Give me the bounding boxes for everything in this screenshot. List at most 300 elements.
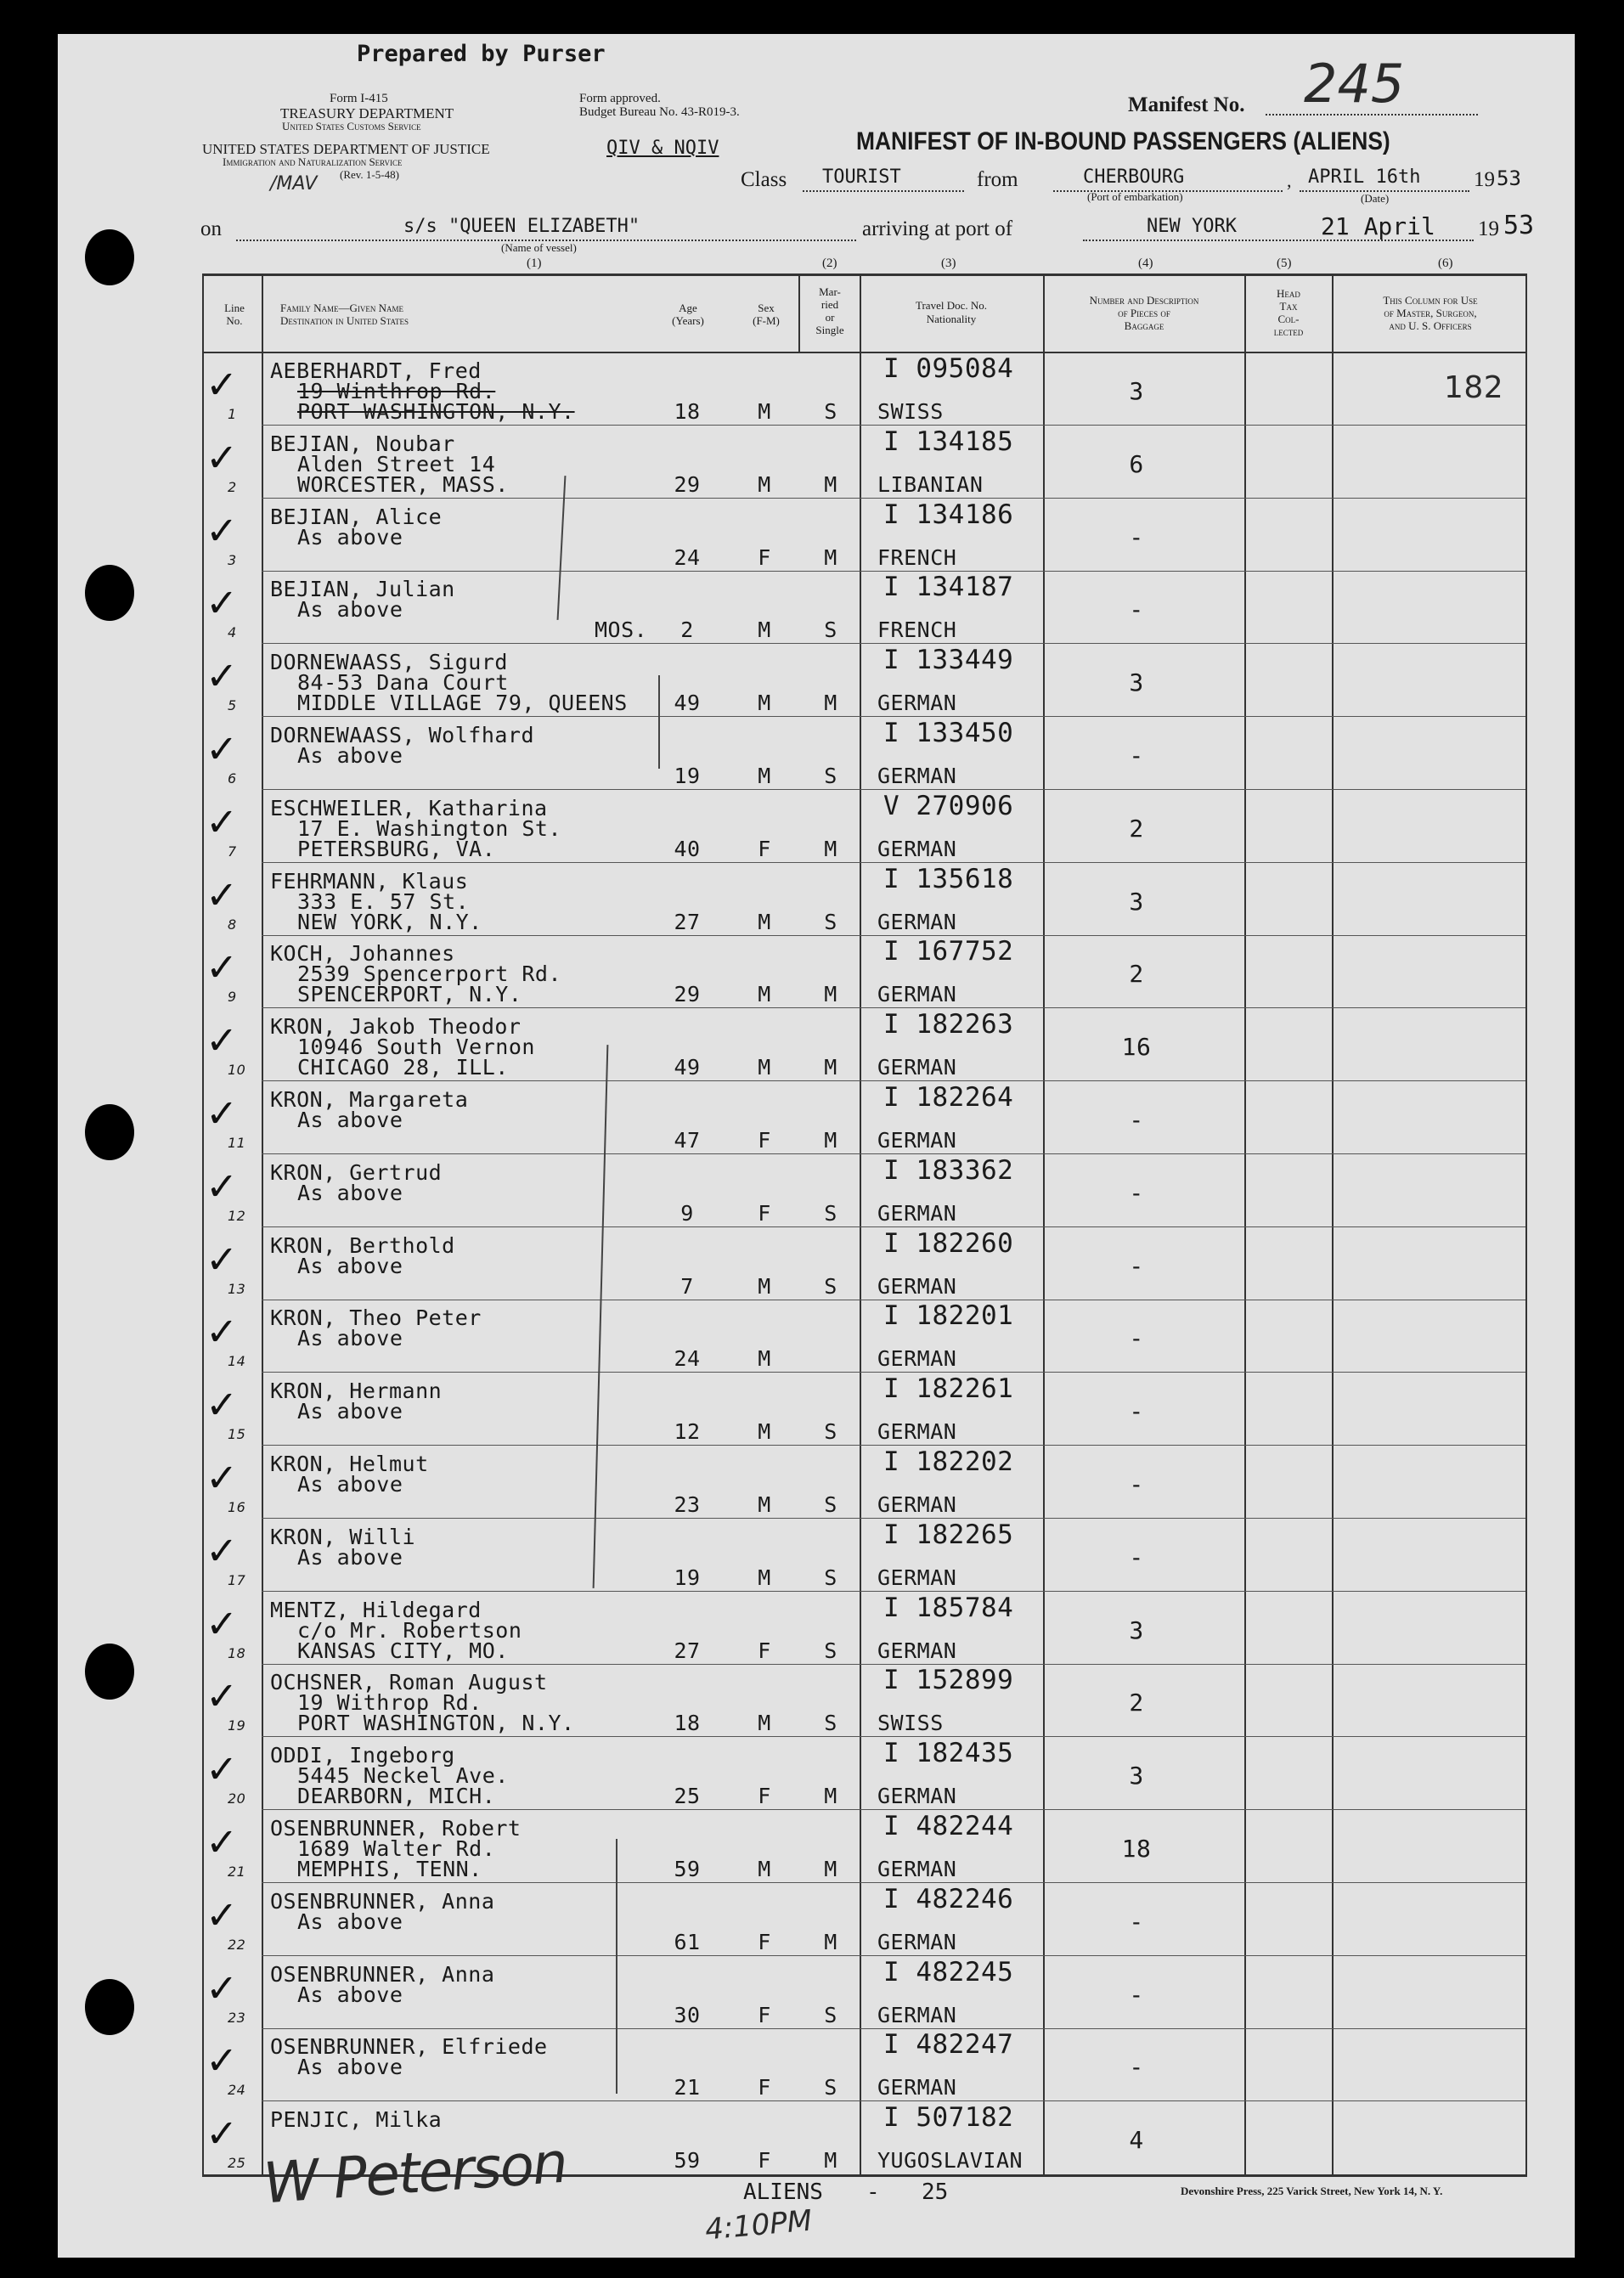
passenger-name: KRON, Margareta [270,1087,469,1112]
travel-doc-no: I 182260 [883,1228,1014,1259]
table-row [0,572,1624,645]
baggage-count: 6 [1129,450,1144,478]
passenger-address-line2: WORCESTER, MASS. [297,472,509,497]
age: 9 [680,1201,694,1226]
age: 61 [674,1930,701,1954]
passenger-name: OSENBRUNNER, Elfriede [270,2034,548,2059]
nationality: GERMAN [877,1346,957,1371]
line-number: 14 [228,1353,246,1369]
check-mark: ✓ [208,723,235,774]
row-divider [262,1007,1525,1008]
baggage-count: - [1129,523,1144,551]
table-row [0,1300,1624,1373]
nationality: GERMAN [877,1565,957,1590]
treasury-label: TREASURY DEPARTMENT [280,105,454,121]
age: 29 [674,982,701,1006]
baggage-count: 2 [1129,960,1144,988]
baggage-count: - [1129,741,1144,770]
aliens-count: 25 [922,2179,949,2205]
row-divider [262,1445,1525,1446]
baggage-count: - [1129,1179,1144,1207]
check-mark: ✓ [208,2107,235,2158]
check-mark: ✓ [208,358,235,409]
check-mark: ✓ [208,577,235,628]
passenger-name: KRON, Jakob Theodor [270,1014,522,1039]
marital-status: S [824,2075,837,2100]
nationality: GERMAN [877,910,957,934]
sex: M [758,1346,771,1371]
nationality: YUGOSLAVIAN [877,2148,1023,2173]
passenger-address-line2: DEARBORN, MICH. [297,1784,496,1808]
bracket-mark [616,1839,617,2094]
nationality: GERMAN [877,691,957,715]
passenger-address-line1: As above [297,2055,403,2079]
age: 19 [674,764,701,788]
marital-status: M [824,2148,837,2173]
sex: M [758,1565,771,1590]
sex: M [758,691,771,715]
baggage-count: - [1129,1470,1144,1498]
marital-status: S [824,1638,837,1663]
passenger-address-line1: 17 E. Washington St. [297,816,562,841]
year-value: 53 [1497,166,1521,190]
sex: M [758,1055,771,1080]
check-mark: ✓ [208,1452,235,1503]
baggage-count: - [1129,1397,1144,1425]
line-number: 23 [228,2010,246,2026]
marital-status: S [824,764,837,788]
age: 47 [674,1128,701,1153]
header-travel-doc: Travel Doc. No. Nationality [915,299,987,325]
nationality: GERMAN [877,2075,957,2100]
passenger-name: OSENBRUNNER, Anna [270,1889,495,1914]
header-married: Mar- ried or Single [815,285,844,336]
age: 24 [674,545,701,570]
passenger-address-line1: Alden Street 14 [297,452,496,476]
nationality: LIBANIAN [877,472,984,497]
vessel-caption: (Name of vessel) [501,241,577,254]
sex: M [758,1711,771,1735]
marital-status: S [824,1565,837,1590]
passenger-address-line2: PORT WASHINGTON, N.Y. [297,399,575,424]
sex: F [758,2148,771,2173]
sex: F [758,1784,771,1808]
nationality: GERMAN [877,764,957,788]
class-value: TOURIST [822,166,901,188]
passenger-name: KRON, Hermann [270,1379,443,1403]
age: 59 [674,1857,701,1881]
passenger-address-line1: 19 Withrop Rd. [297,1690,482,1715]
check-mark: ✓ [208,796,235,847]
age: 29 [674,472,701,497]
sex: F [758,1638,771,1663]
passenger-address-line2: MEMPHIS, TENN. [297,1857,482,1881]
table-row [0,1520,1624,1593]
header-age: Age (Years) [672,302,704,327]
check-mark: ✓ [208,431,235,482]
nationality: GERMAN [877,1055,957,1080]
age: 7 [680,1274,694,1299]
nationality: GERMAN [877,1930,957,1954]
passenger-name: KRON, Berthold [270,1233,455,1258]
age: 18 [674,1711,701,1735]
passenger-name: OCHSNER, Roman August [270,1670,548,1694]
header-officers: This Column for Use of Master, Surgeon, and U. S. Officers [1383,294,1478,332]
table-row [0,1665,1624,1738]
marital-status: M [824,1128,837,1153]
travel-doc-no: I 182265 [883,1520,1014,1550]
arriving-label: arriving at port of [862,217,1013,240]
passenger-name: BEJIAN, Alice [270,505,443,529]
passenger-address-line1: 1689 Walter Rd. [297,1836,496,1861]
marital-status: S [824,399,837,424]
passenger-name: OSENBRUNNER, Anna [270,1962,495,1987]
passenger-address-line2: SPENCERPORT, N.Y. [297,982,522,1006]
passenger-name: AEBERHARDT, Fred [270,358,482,383]
marital-status: S [824,1201,837,1226]
passenger-address-line1: As above [297,597,403,622]
arrival-time: 4:10PM [703,2203,814,2247]
baggage-count: 16 [1121,1033,1152,1061]
table-row [0,936,1624,1009]
passenger-address-line2: NEW YORK, N.Y. [297,910,482,934]
nationality: FRENCH [877,617,957,642]
nationality: GERMAN [877,1857,957,1881]
baggage-count: - [1129,1252,1144,1280]
sex: M [758,472,771,497]
table-row [0,1957,1624,2030]
baggage-count: - [1129,1106,1144,1134]
marital-status: S [824,1492,837,1517]
header-name: Family Name—Given Name Destination in United States [280,302,409,327]
passenger-name: BEJIAN, Julian [270,577,455,601]
line-number: 24 [228,2082,246,2098]
date-caption: (Date) [1361,192,1390,205]
customs-label: United States Customs Service [282,120,421,133]
purser-signature: W Peterson [261,2129,569,2217]
line-number: 5 [228,697,237,713]
sex: M [758,617,771,642]
marital-status: S [824,2003,837,2027]
sex: F [758,545,771,570]
table-row [0,1446,1624,1520]
line-number: 16 [228,1499,246,1515]
marital-status: S [824,617,837,642]
col-number: (1) [527,257,542,270]
passenger-address-line2: KANSAS CITY, MO. [297,1638,509,1663]
baggage-count: - [1129,1543,1144,1571]
age: 21 [674,2075,701,2100]
form-approved: Form approved. [579,92,661,105]
bracket-mark [658,675,660,769]
manifest-title: MANIFEST OF IN-BOUND PASSENGERS (ALIENS) [856,127,1390,155]
passenger-name: BEJIAN, Noubar [270,431,455,456]
line-number: 8 [228,916,237,933]
from-value: CHERBOURG [1083,166,1185,188]
line-number: 20 [228,1790,246,1807]
line-number: 9 [228,989,237,1005]
table-row [0,499,1624,572]
age: 49 [674,1055,701,1080]
travel-doc-no: I 482246 [883,1884,1014,1914]
travel-doc-no: I 167752 [883,936,1014,967]
nationality: GERMAN [877,1128,957,1153]
check-mark: ✓ [208,650,235,701]
rev-label: (Rev. 1-5-48) [340,168,399,181]
nationality: SWISS [877,399,944,424]
travel-doc-no: I 482247 [883,2029,1014,2060]
row-divider [262,1226,1525,1227]
passenger-name: ESCHWEILER, Katharina [270,796,548,820]
passenger-address-line2: PETERSBURG, VA. [297,837,496,861]
baggage-count: 4 [1129,2126,1144,2154]
table-row [0,353,1624,426]
check-mark: ✓ [208,505,235,555]
marital-status: S [824,1711,837,1735]
age: 59 [674,2148,701,2173]
date-value: APRIL 16th [1308,166,1421,188]
header-head-tax: Head Tax Col- lected [1273,287,1304,338]
age: 2 [680,617,694,642]
travel-doc-no: I 133449 [883,645,1014,675]
passenger-name: KOCH, Johannes [270,941,455,966]
ins-label: Immigration and Naturalization Service [223,155,403,168]
nationality: GERMAN [877,837,957,861]
officer-notation: 182 [1444,370,1504,405]
marital-status: S [824,1419,837,1444]
col-number: (6) [1438,257,1453,270]
check-mark: ✓ [208,1087,235,1138]
line-number: 17 [228,1572,246,1588]
line-number: 6 [228,770,237,787]
line-number: 1 [228,406,237,422]
age-unit: MOS. [595,617,648,642]
age: 25 [674,1784,701,1808]
visa-type: QIV & NQIV [606,138,719,159]
sex: F [758,2003,771,2027]
baggage-count: 18 [1121,1835,1152,1863]
passenger-name: DORNEWAASS, Wolfhard [270,723,535,747]
check-mark: ✓ [208,1598,235,1649]
passenger-address-line1: As above [297,1909,403,1934]
manifest-no-value: 245 [1304,53,1405,115]
table-row [0,1884,1624,1957]
marital-status: M [824,545,837,570]
age: 27 [674,1638,701,1663]
passenger-name: KRON, Gertrud [270,1160,443,1185]
table-row [0,864,1624,937]
sex: M [758,764,771,788]
passenger-address-line2: CHICAGO 28, ILL. [297,1055,509,1080]
travel-doc-no: I 133450 [883,718,1014,748]
passenger-address-line1: 10946 South Vernon [297,1035,535,1059]
sex: F [758,837,771,861]
passenger-address-line1: As above [297,1108,403,1132]
baggage-count: - [1129,595,1144,623]
mav-initials: /MAV [270,173,318,195]
travel-doc-no: I 182435 [883,1738,1014,1768]
row-divider [262,862,1525,863]
sex: M [758,399,771,424]
passenger-address-line1: 19 Winthrop Rd. [297,379,496,403]
table-row [0,1228,1624,1301]
nationality: GERMAN [877,1638,957,1663]
line-number: 21 [228,1864,246,1880]
justice-label: UNITED STATES DEPARTMENT OF JUSTICE [202,141,490,157]
budget-bureau: Budget Bureau No. 43-R019-3. [579,105,740,119]
table-row [0,1811,1624,1884]
header-line-no: Line No. [224,302,245,327]
from-label: from [977,168,1018,191]
passenger-address-line1: 333 E. 57 St. [297,889,470,914]
row-divider [262,1955,1525,1956]
check-mark: ✓ [208,1962,235,2013]
age: 18 [674,399,701,424]
line-number: 15 [228,1426,246,1442]
arrival-year-prefix: 19 [1478,217,1499,240]
age: 30 [674,2003,701,2027]
marital-status: M [824,1857,837,1881]
line-number: 4 [228,624,237,640]
row-divider [262,643,1525,644]
age: 49 [674,691,701,715]
table-row [0,426,1624,499]
header-sex: Sex (F-M) [753,302,780,327]
travel-doc-no: I 507182 [883,2102,1014,2133]
line-number: 3 [228,552,237,568]
sex: M [758,1857,771,1881]
check-mark: ✓ [208,869,235,920]
row-divider [262,789,1525,790]
age: 40 [674,837,701,861]
line-number: 12 [228,1208,246,1224]
manifest-no-label: Manifest No. [1128,93,1245,116]
baggage-count: 3 [1129,377,1144,405]
marital-status: S [824,910,837,934]
baggage-count: - [1129,2053,1144,2081]
marital-status: M [824,1055,837,1080]
passenger-name: FEHRMANN, Klaus [270,869,469,894]
passenger-name: PENJIC, Milka [270,2107,443,2132]
line-number: 22 [228,1937,246,1953]
marital-status: M [824,837,837,861]
travel-doc-no: I 182202 [883,1446,1014,1477]
line-number: 13 [228,1281,246,1297]
baggage-count: 3 [1129,1762,1144,1790]
baggage-count: 2 [1129,815,1144,843]
travel-doc-no: I 182261 [883,1373,1014,1404]
baggage-count: 2 [1129,1689,1144,1717]
check-mark: ✓ [208,1525,235,1576]
row-divider [262,1591,1525,1592]
row-divider [262,1153,1525,1154]
passenger-name: OSENBRUNNER, Robert [270,1816,522,1841]
vessel-name: s/s "QUEEN ELIZABETH" [403,216,640,237]
nationality: SWISS [877,1711,944,1735]
col-divider [798,273,800,352]
port-embark-caption: (Port of embarkation) [1087,190,1183,203]
table-row [0,1373,1624,1446]
sex: M [758,982,771,1006]
table-row [0,718,1624,791]
passenger-name: ODDI, Ingeborg [270,1743,455,1768]
passenger-address-line1: 84-53 Dana Court [297,670,509,695]
nationality: GERMAN [877,1784,957,1808]
sex: M [758,1492,771,1517]
baggage-count: 3 [1129,668,1144,696]
marital-status: M [824,1930,837,1954]
marital-status: M [824,691,837,715]
line-number: 2 [228,479,237,495]
year-prefix: 19 [1474,168,1495,191]
table-row [0,1738,1624,1811]
nationality: GERMAN [877,2003,957,2027]
passenger-address-line2: MIDDLE VILLAGE 79, QUEENS [297,691,628,715]
travel-doc-no: I 134187 [883,572,1014,602]
col-number: (3) [941,257,956,270]
line-number: 10 [228,1062,246,1078]
line-number: 19 [228,1717,246,1734]
travel-doc-no: I 134186 [883,499,1014,530]
age: 23 [674,1492,701,1517]
age: 12 [674,1419,701,1444]
sex: F [758,1128,771,1153]
travel-doc-no: I 135618 [883,864,1014,894]
line-number: 7 [228,843,237,860]
passenger-address-line1: As above [297,1472,403,1497]
baggage-count: - [1129,1324,1144,1352]
passenger-name: MENTZ, Hildegard [270,1598,482,1622]
table-row [0,1082,1624,1155]
line-number: 11 [228,1135,246,1151]
table-row [0,2102,1624,2175]
baggage-count: - [1129,1908,1144,1936]
passenger-address-line1: As above [297,1254,403,1278]
check-mark: ✓ [208,1233,235,1284]
marital-status: S [824,1274,837,1299]
travel-doc-no: I 185784 [883,1593,1014,1623]
passenger-address-line2: PORT WASHINGTON, N.Y. [297,1711,575,1735]
row-divider [262,498,1525,499]
nationality: GERMAN [877,982,957,1006]
age: 19 [674,1565,701,1590]
col-number: (2) [822,257,837,270]
binder-hole [85,229,134,285]
table-row [0,2029,1624,2102]
sex: F [758,1201,771,1226]
check-mark: ✓ [208,1670,235,1721]
passenger-address-line1: As above [297,1399,403,1424]
travel-doc-no: I 482244 [883,1811,1014,1841]
check-mark: ✓ [208,1889,235,1940]
check-mark: ✓ [208,1160,235,1211]
passenger-address-line1: 2539 Spencerport Rd. [297,961,562,986]
passenger-address-line1: c/o Mr. Robertson [297,1618,522,1643]
table-row [0,1155,1624,1228]
sex: F [758,2075,771,2100]
row-divider [262,1518,1525,1519]
col-number: (5) [1277,257,1292,270]
row-divider [262,1882,1525,1883]
passenger-address-line1: As above [297,1326,403,1350]
travel-doc-no: I 095084 [883,353,1014,384]
passenger-address-line1: As above [297,525,403,550]
nationality: FRENCH [877,545,957,570]
sex: F [758,1930,771,1954]
check-mark: ✓ [208,2034,235,2085]
nationality: GERMAN [877,1492,957,1517]
manifest-page: Prepared by Purser Form I-415 TREASURY DEPARTMENT United States Customs Service UNITED STATES DEPARTMENT OF JUSTICE Immigration and Naturalization Service (Rev. 1-5-48) Form approved. Budget Bureau No. 43-R019-3. QIV & NQIV /MAV Manifest No. 245 MANIFEST OF IN-BOUND PASSENGERS (ALIENS) Class TOURIST from CHERBOURG (Port of embarkation) , APRIL 16th (Date) 19 53 on s/s "QUEEN ELIZABETH" (Name of vessel) arriving at port of NEW YORK 21 April 19 53 (1) (2) (3) (4) (5) (6) Line No. Family Name—Given Name Destination in United States Age (Years) Sex (F-M) Mar- ried or Single Travel Doc. No. Nationality Number and Description of Pieces of Baggage Head Tax Col- lected This Column for Use of Master, Surgeon, and U. S. Officers ✓ 1 AEBERHARDT, Fred 19 Winthrop Rd. PORT WASHINGTON, N.Y. 18 M S I 095084 SWISS 3 182 ✓ 2 BEJIAN, Noubar Alden Street 14 WORCESTER, MASS. 29 M M I 134185 LIBANIAN 6 ✓ 3 BEJIAN, Alice As above 24 F M I 134186 FRENCH - ✓ 4 BEJIAN, Julian As above MOS. 2 M S I 134187 FRENCH - ✓ 5 DORNEWAASS, Sigurd 84-53 Dana Court MIDDLE VILLAGE 79, QUEENS 49 M M I 133449 GERMAN 3 ✓ 6 DORNEWAASS, Wolfhard As above 19 M S I 133450 GERMAN - ✓ 7 ESCHWEILER, Katharina 17 E. Washington St. PETERSBURG, VA. 40 F M V 270906 GERMAN 2 ✓ 8 FEHRMANN, Klaus 333 E. 57 St. NEW YORK, N.Y. 27 M S I 135618 GERMAN 3 ✓ 9 KOCH, Johannes 2539 Spencerport Rd. SPENCERPORT, N.Y. 29 M M I 167752 GERMAN 2 ✓ 10 KRON, Jakob Theodor 10946 South Vernon CHICAGO 28, ILL. 49 M M I 182263 GERMAN 16 ✓ 11 KRON, Margareta As above 47 F M I 182264 GERMAN - ✓ 12 KRON, Gertrud As above 9 F S I 183362 GERMAN - ✓ 13 KRON, Berthold As above 7 M S I 182260 GERMAN - ✓ 14 KRON, Theo Peter As above 24 M I 182201 GERMAN - ✓ 15 KRON, Hermann As above 12 M S I 182261 GERMAN - ✓ 16 KRON, Helmut As above 23 M S I 182202 GERMAN - ✓ 17 KRON, Willi As above 19 M S I 182265 GERMAN - ✓ 18 MENTZ, Hildegard c/o Mr. Robertson KANSAS CITY, MO. 27 F S I 185784 GERMAN 3 ✓ 19 OCHSNER, Roman August 19 Withrop Rd. PORT WASHINGTON, N.Y. 18 M S I 152899 SWISS 2 ✓ 20 ODDI, Ingeborg 5445 Neckel Ave. DEARBORN, MICH. 25 F M I 182435 GERMAN 3 ✓ 21 OSENBRUNNER, Robert 1689 Walter Rd. MEMPHIS, TENN. 59 M M I 482244 GERMAN 18 ✓ 22 OSENBRUNNER, Anna As above 61 F M I 482246 GERMAN - ✓ 23 OSENBRUNNER, Anna As above 30 F S I 482245 GERMAN - ✓ 24 OSENBRUNNER, Elfriede As above 21 F S I 482247 GERMAN - ✓ 25 PENJIC, Milka 59 F M I 507182 YUGOSLAVIAN 4 W Peterson ALIENS - 25 4:10PM Devonshire Press, 225 Varick Street, New York 14, N. Y. [0,0,1624,2278]
